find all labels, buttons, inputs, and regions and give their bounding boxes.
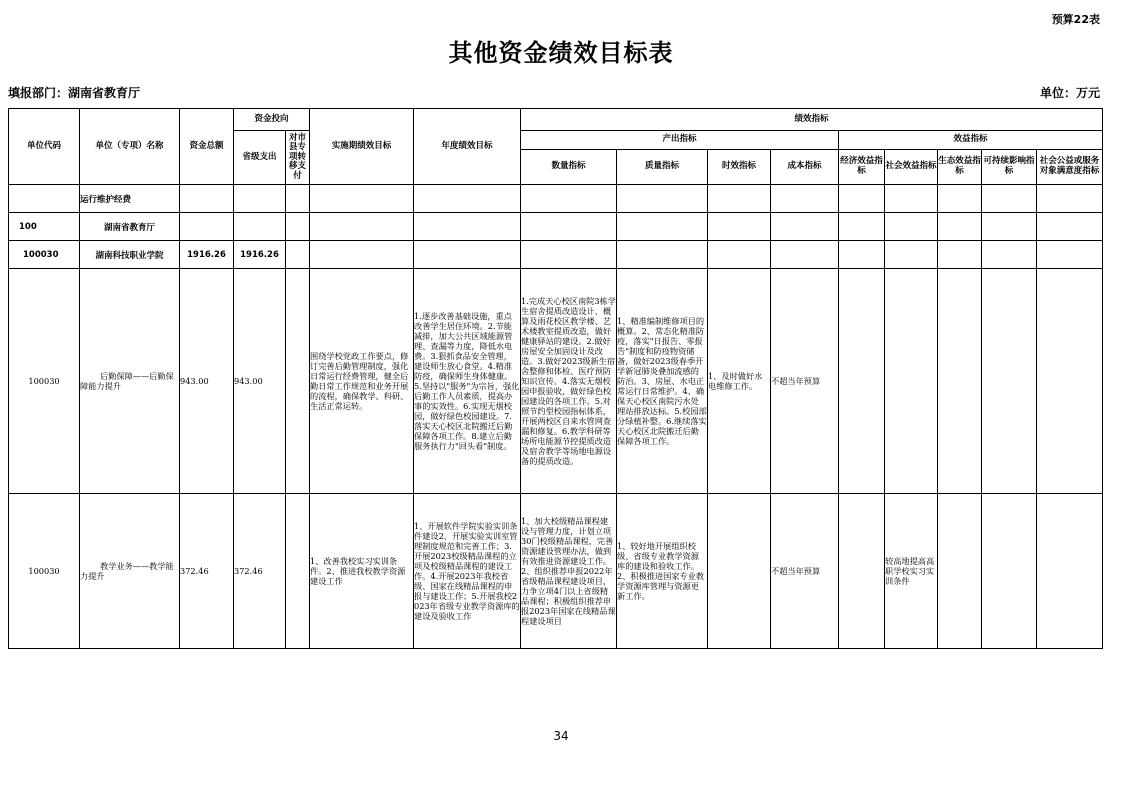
category-label: 运行维护经费 (80, 185, 180, 213)
page-title: 其他资金绩效目标表 (448, 39, 674, 67)
header-quantity: 数量指标 (521, 150, 617, 185)
project-provincial-spending: 943.00 (234, 269, 286, 494)
project-fund-total: 372.46 (180, 494, 234, 649)
header-performance-indicators: 绩效指标 (521, 109, 1103, 131)
header-cost: 成本指标 (771, 150, 839, 185)
project-code: 100030 (9, 269, 80, 494)
performance-goal-table (8, 108, 1103, 649)
quality-indicator-cell: 1、精准编制维修项目的概算。2、常态化精准防疫，落实"日报告、零报告"制度和防疫物资储备，做好2023级春季开学新冠肺炎叠加流感的防治。3、房屋、水电正常运行日常维护。4、确保天心校区南院污水处理站排放达标。5.校园部分绿植补整。6.继续落实天心校区北院搬迁后勤保障各项工作。 (617, 269, 708, 494)
annual-goal-cell: 1、开展软件学院实验实训条件建设2、开展实验实训室管理制度规范和完善工作；3.开展2023校级精品课程的立项及校级精品课程的建设工作。4.开展2023年我校省级、国家在线精品课程的申报与建设工作；5.开展我校2023年省级专业教学资源库的建设及验收工作 (414, 494, 521, 649)
cost-indicator-cell: 不超当年预算 (771, 269, 839, 494)
project-fund-total: 943.00 (180, 269, 234, 494)
project-name: 后勤保障——后勤保障能力提升 (80, 269, 180, 494)
table-row (9, 269, 1103, 494)
annual-goal-cell: 1.逐步改善基础设施，重点改善学生居住环境。2.节能减排，加大公共区域能源管理、查漏等力度，降低水电费。3.狠抓食品安全管理，建设师生放心食堂。4.精准防疫，确保师生身体健康。5.坚持以"服务"为宗旨，强化后勤工作人员素质，提高办事的实效性。6.实现无烟校园，做好绿色校园建设。7.落实天心校区北院搬迁后勤保障各项工作。8.建立后勤服务执行力"回头看"制度。 (414, 269, 521, 494)
school-provincial-spending: 1916.26 (234, 241, 286, 269)
filing-department: 填报部门：湖南省教育厅 (8, 86, 141, 100)
header-provincial-spending: 省级支出 (234, 131, 286, 185)
header-timeliness: 时效指标 (708, 150, 771, 185)
school-name: 湖南科技职业学院 (80, 241, 180, 269)
timeliness-indicator-cell (708, 494, 771, 649)
budget-table-number: 预算22表 (1051, 13, 1100, 26)
school-code: 100030 (9, 241, 80, 269)
dept-name: 湖南省教育厅 (80, 213, 180, 241)
header-unit-code: 单位代码 (9, 109, 80, 185)
table-row (9, 213, 1103, 241)
header-unit-name: 单位（专项）名称 (80, 109, 180, 185)
header-satisfaction: 社会公益或服务对象满意度指标 (1037, 150, 1103, 185)
table-row (9, 185, 1103, 213)
quantity-indicator-cell: 1.完成天心校区南院3栋学生宿舍提质改造设计、概算及雨花校区教学楼、艺术楼教室提质改造，做好健康驿站的建设。2.做好房屋安全加固设计及改造。3.做好2023级新生宿舍整修和体检、医疗预防知识宣传。4.落实无烟校园申报验收，做好绿色校园建设的各项工作。5.对照节约型校园指标体系，开展两校区自来水管网查漏和修复。6.教学科研等场所电能源节控提质改造及宿舍教学等场地电源设备的提质改造。 (521, 269, 617, 494)
header-output-indicators: 产出指标 (521, 131, 839, 150)
page-number: 34 (553, 729, 569, 743)
header-county-transfer: 对市县专项转移支付 (286, 131, 310, 185)
header-social: 社会效益指标 (885, 150, 938, 185)
implementation-goal-cell: 围绕学校党政工作要点，修订完善后勤管理制度，强化日常运行经费管理，健全后勤日常工作规范和业务开展的流程，确保教学、科研、生活正常运转。 (310, 269, 414, 494)
header-benefit-indicators: 效益指标 (839, 131, 1103, 150)
header-implementation-goal: 实施期绩效目标 (310, 109, 414, 185)
quantity-indicator-cell: 1、加大校级精品课程建设与管理力度，计划立项30门校级精品课程，完善资源建设管理办法，做到有效推进资源建设工作。2、组织推荐申报2022年省级精品课程建设项目，力争立项4门以上省级精品课程；积极组织推荐申报2023年国家在线精品课程建设项目 (521, 494, 617, 649)
header-sustainability: 可持续影响指标 (982, 150, 1037, 185)
implementation-goal-cell: 1、改善我校实习实训条件。2、推进我校教学资源建设工作 (310, 494, 414, 649)
header-ecological: 生态效益指标 (938, 150, 982, 185)
quality-indicator-cell: 1、较好地开展组织校级、省级专业教学资源库的建设和验收工作。2、积极推进国家专业教学资源库管理与资源更新工作。 (617, 494, 708, 649)
social-benefit-cell (885, 269, 938, 494)
cost-indicator-cell: 不超当年预算 (771, 494, 839, 649)
dept-code: 100 (9, 213, 80, 241)
project-name: 教学业务——教学能力提升 (80, 494, 180, 649)
project-provincial-spending: 372.46 (234, 494, 286, 649)
table-row (9, 494, 1103, 649)
social-benefit-cell: 较高地提高高职学校实习实训条件 (885, 494, 938, 649)
unit-label: 单位：万元 (1039, 86, 1100, 100)
project-code: 100030 (9, 494, 80, 649)
header-fund-direction: 资金投向 (234, 109, 310, 131)
header-quality: 质量指标 (617, 150, 708, 185)
table-row (9, 241, 1103, 269)
timeliness-indicator-cell: 1、及时做好水电维修工作。 (708, 269, 771, 494)
header-fund-total: 资金总额 (180, 109, 234, 185)
header-economic: 经济效益指标 (839, 150, 885, 185)
header-annual-goal: 年度绩效目标 (414, 109, 521, 185)
school-fund-total: 1916.26 (180, 241, 234, 269)
